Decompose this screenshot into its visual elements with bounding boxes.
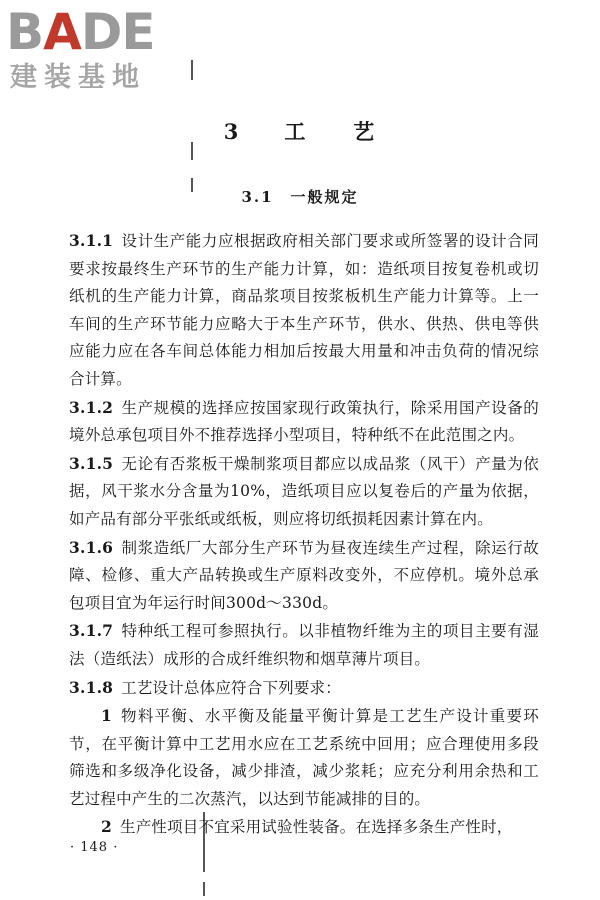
chapter-title — [0, 116, 600, 146]
clause-paragraph — [69, 617, 539, 673]
list-item — [69, 813, 539, 842]
item-number: 1 — [101, 706, 112, 726]
binding-mark — [191, 60, 193, 80]
clause-text: 无论有否浆板干燥制浆项目都应以成品浆（风干）产量为依据，风干浆水分含量为10%，造纸项目应以复卷后的产量为依据，如产品有部分平张纸或纸板，则应将切纸损耗因素计算在内。 — [69, 454, 539, 528]
clause-text: 生产规模的选择应按国家现行政策执行，除采用国产设备的境外总承包项目外不推荐选择小型项目，特种纸不在此范围之内。 — [69, 398, 539, 445]
clause-number: 3.1.5 — [69, 453, 114, 473]
clause-text: 制浆造纸厂大部分生产环节为昼夜连续生产过程，除运行故障、检修、重大产品转换或生产原料改变外，不应停机。境外总承包项目宜为年运行时间300d～330d。 — [69, 538, 539, 612]
clause-paragraph — [69, 227, 539, 394]
list-item — [69, 702, 539, 813]
chapter-number: 3 — [223, 119, 241, 144]
clause-paragraph — [69, 450, 539, 534]
logo-brand: BADE — [6, 3, 155, 61]
document-body — [69, 227, 539, 842]
clause-number: 3.1.7 — [69, 621, 114, 641]
item-text: 物料平衡、水平衡及能量平衡计算是工艺生产设计重要环节，在平衡计算中工艺用水应在工艺系统中回用；应合理使用多段筛选和多级净化设备，减少排渣，减少浆耗；应充分利用余热和工艺过程中产生的二次蒸汽，以达到节能减排的目的。 — [69, 707, 539, 808]
logo — [6, 4, 176, 96]
clause-paragraph — [69, 394, 539, 450]
chapter-name: 工 艺 — [284, 119, 377, 144]
clause-paragraph — [69, 534, 539, 618]
section-title: 3.1 一般规定 — [241, 188, 359, 206]
clause-text: 设计生产能力应根据政府相关部门要求或所签署的设计合同要求按最终生产环节的生产能力计算，如：造纸项目按复卷机或切纸机的生产能力计算，商品浆项目按浆板机生产能力计算等。上一车间的生产环节能力应略大于本生产环节，供水、供热、供电等供应能力应在各车间总体能力相加后按最大用量和冲击负荷的情况综合计算。 — [69, 232, 539, 388]
page-number: · 148 · — [70, 840, 119, 855]
clause-text: 工艺设计总体应符合下列要求： — [121, 678, 341, 697]
clause-text: 特种纸工程可参照执行。以非植物纤维为主的项目主要有湿法（造纸法）成形的合成纤维织物和烟草薄片项目。 — [69, 622, 539, 668]
clause-number: 3.1.1 — [69, 231, 114, 250]
binding-mark — [203, 882, 205, 896]
logo-subtitle: 建装基地 — [10, 62, 146, 93]
clause-number: 3.1.6 — [69, 537, 114, 557]
item-number: 2 — [101, 817, 112, 837]
item-text: 生产性项目不宜采用试验性装备。在选择多条生产性时， — [120, 818, 513, 837]
clause-number: 3.1.8 — [69, 677, 114, 697]
clause-paragraph — [69, 674, 539, 703]
clause-number: 3.1.2 — [69, 397, 114, 417]
